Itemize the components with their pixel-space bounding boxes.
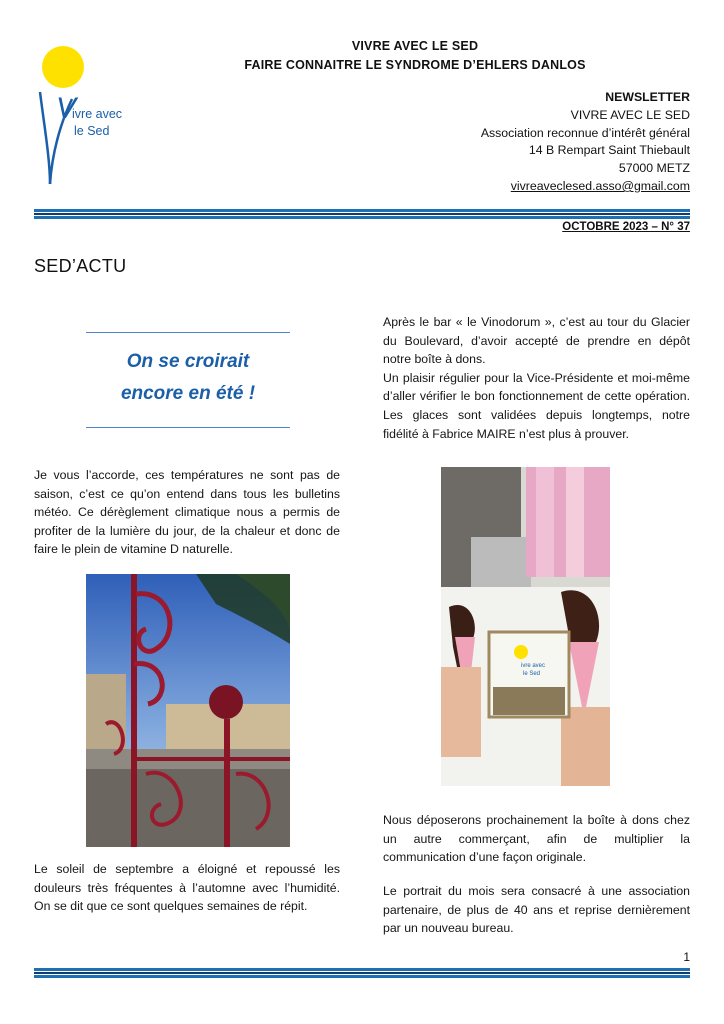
right-paragraph-3: Le portrait du mois sera consacré à une association partenaire, de plus de 40 ans et reprise dernièrement par un nouveau bureau. — [383, 884, 690, 936]
header-title: VIVRE AVEC LE SED — [351, 39, 479, 53]
header-subtitle: FAIRE CONNAITRE LE SYNDROME D’EHLERS DANLOS — [244, 58, 586, 72]
right-paragraph-1a: Après le bar « le Vinodorum », c’est au tour du Glacier du Boulevard, d’avoir accepté de prendre en dépôt notre boîte à dons. — [383, 315, 690, 367]
logo-initial: V — [56, 92, 77, 125]
right-paragraph-1 — [383, 313, 690, 443]
org-name: VIVRE AVEC LE SED — [570, 107, 690, 122]
org-email-link[interactable]: vivreaveclesed.asso@gmail.com — [510, 178, 690, 193]
association-logo — [30, 44, 140, 189]
right-paragraph-1b: Un plaisir régulier pour la Vice-Présidente et moi-même d’aller vérifier le bon fonctionnement de cette opération. Les glaces sont validées depuis longtemps, notre fidélité à Fabrice MAIRE n’est plus à prouver. — [383, 370, 690, 441]
right-paragraph-2: Nous déposerons prochainement la boîte à dons chez un autre commerçant, afin de multiplier la communication d’une façon originale. — [383, 813, 690, 865]
quote-line-1: On se croirait — [126, 351, 250, 372]
organization-info — [481, 89, 690, 196]
quote-line-2: encore en été ! — [120, 383, 256, 404]
org-status: Association reconnue d’intérêt général — [480, 125, 690, 140]
box-label-line2: le Sed — [523, 671, 541, 677]
page-number: 1 — [683, 950, 690, 964]
section-title: SED’ACTU — [34, 256, 127, 276]
pull-quote — [86, 332, 290, 428]
red-gate-photo — [86, 574, 290, 847]
ice-cream-donation-box-photo — [441, 467, 610, 786]
top-divider-band — [34, 209, 690, 219]
bottom-divider-band — [34, 968, 690, 978]
box-label-line1: ivre avec — [521, 663, 546, 669]
header-titles — [150, 37, 680, 75]
logo-text-line1: ivre avec — [72, 107, 123, 121]
issue-label: OCTOBRE 2023 – N° 37 — [562, 221, 690, 233]
newsletter-label: NEWSLETTER — [605, 90, 690, 104]
sun-icon — [42, 46, 84, 88]
logo-text-line2: le Sed — [74, 124, 110, 138]
left-paragraph-1: Je vous l’accorde, ces températures ne sont pas de saison, c’est ce qu’on entend dans tous les bulletins météo. Ce dérèglement climatique nous a permis de profiter de la lumière du jour, de la chaleur et donc de faire le plein de vitamine D naturelle. — [34, 468, 340, 557]
left-paragraph-2: Le soleil de septembre a éloigné et repoussé les douleurs très fréquentes à l’automne avec l’humidité. On se dit que ce sont quelques semaines de répit. — [34, 862, 340, 914]
org-street: 14 B Rempart Saint Thiebault — [528, 143, 690, 158]
org-city: 57000 METZ — [618, 161, 690, 176]
